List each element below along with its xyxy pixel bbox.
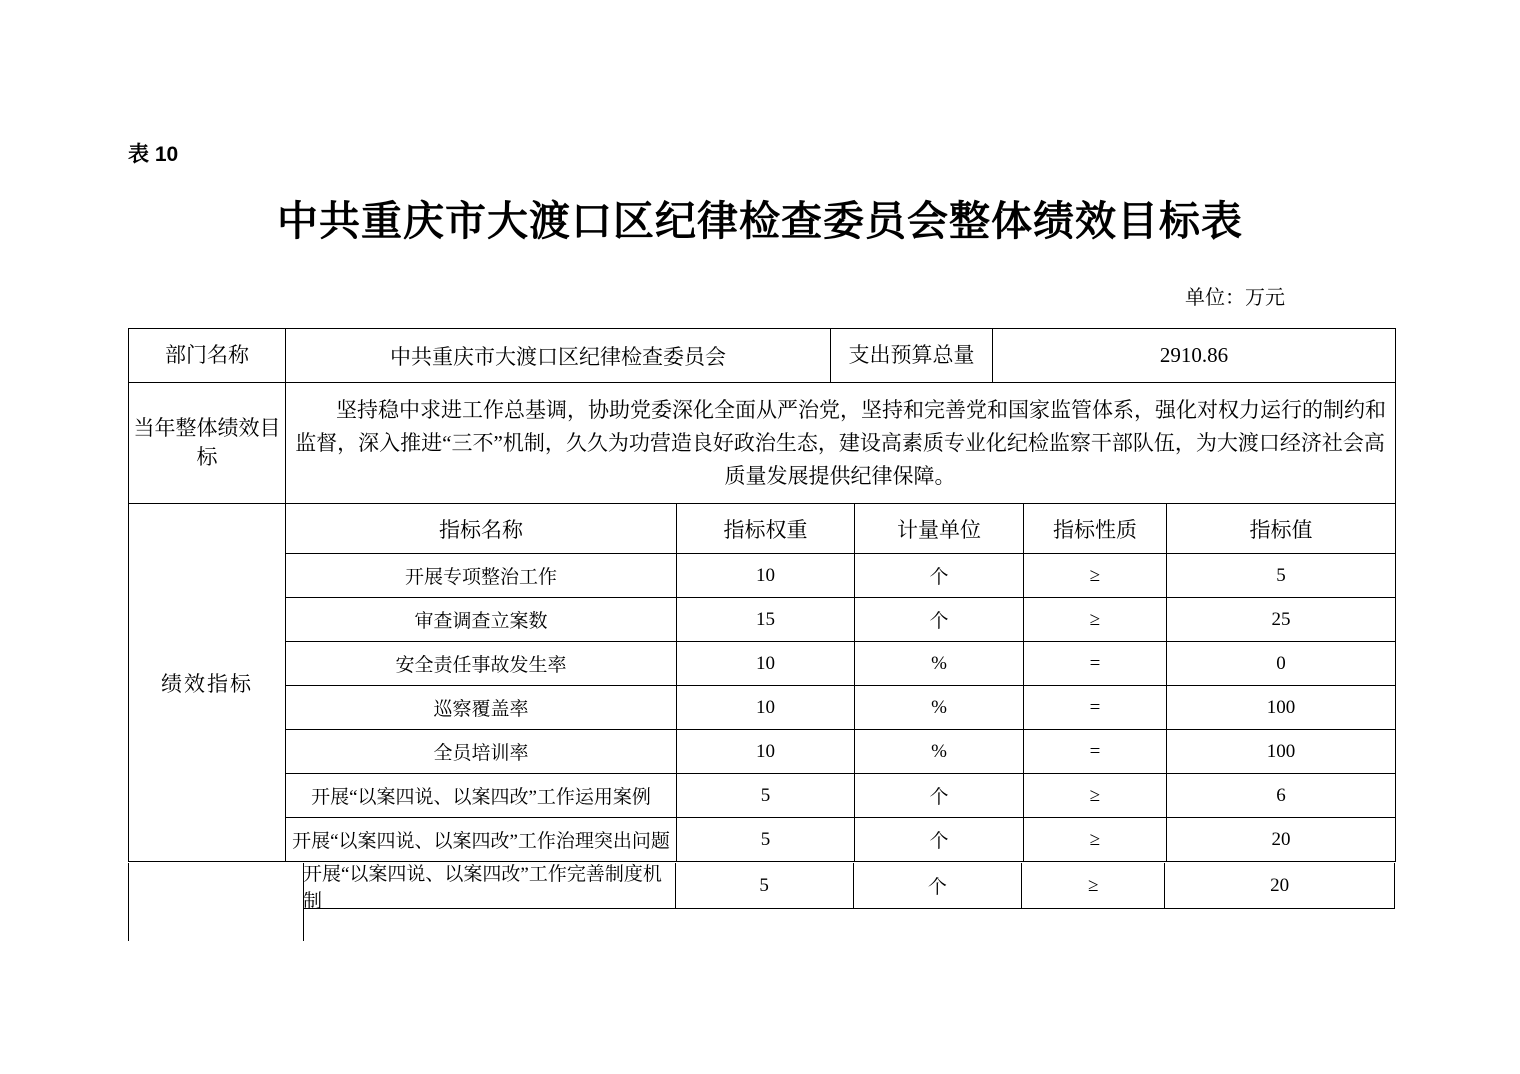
indicator-row-continuation	[303, 863, 1395, 912]
page-break-left-border	[128, 863, 129, 941]
indicator-value-cell: 0	[1167, 642, 1396, 686]
budget-label: 支出预算总量	[831, 329, 993, 383]
dept-name-value: 中共重庆市大渡口区纪律检查委员会	[286, 329, 831, 383]
indicator-nature-cell: ≥	[1024, 554, 1167, 598]
indicator-value-cell: 100	[1167, 730, 1396, 774]
indicator-row	[129, 774, 1396, 818]
indicator-unit-cell: 个	[855, 598, 1024, 642]
header-indicator-name: 指标名称	[286, 504, 677, 554]
indicator-section-label: 绩效指标	[129, 504, 286, 862]
indicator-weight-cell: 10	[677, 642, 855, 686]
indicator-row	[129, 642, 1396, 686]
indicator-value-cell: 6	[1167, 774, 1396, 818]
indicator-nature-cell: =	[1024, 642, 1167, 686]
indicator-unit-cell: %	[855, 642, 1024, 686]
page-title: 中共重庆市大渡口区纪律检查委员会整体绩效目标表	[277, 198, 1243, 244]
indicator-weight-cell: 5	[677, 818, 855, 862]
indicator-name-cell: 安全责任事故发生率	[286, 642, 677, 686]
indicator-value-cell: 100	[1167, 686, 1396, 730]
indicator-nature-cell: =	[1024, 730, 1167, 774]
indicator-nature-cell: ≥	[1024, 598, 1167, 642]
performance-target-table	[128, 328, 1395, 941]
indicator-unit-cell: 个	[854, 863, 1023, 908]
indicator-unit-cell: 个	[855, 774, 1024, 818]
indicator-row	[129, 730, 1396, 774]
indicator-weight-cell: 5	[677, 774, 855, 818]
header-measure-unit: 计量单位	[855, 504, 1024, 554]
budget-value: 2910.86	[993, 329, 1396, 383]
indicator-value-cell: 20	[1270, 874, 1290, 896]
indicator-name-cell: 巡察覆盖率	[286, 686, 677, 730]
indicator-name-cell: 开展“以案四说、以案四改”工作完善制度机制	[303, 863, 676, 908]
indicator-unit-cell: %	[855, 686, 1024, 730]
annual-goal-row	[129, 383, 1396, 504]
header-indicator-weight: 指标权重	[677, 504, 855, 554]
goal-label: 当年整体绩效目标	[129, 383, 286, 504]
indicator-weight-cell: 10	[677, 730, 855, 774]
indicator-unit-cell: 个	[855, 554, 1024, 598]
department-row	[129, 329, 1396, 383]
indicator-weight-cell: 5	[676, 863, 854, 908]
indicator-value-cell: 20	[1167, 818, 1396, 862]
indicator-name-cell: 全员培训率	[286, 730, 677, 774]
indicator-row	[129, 554, 1396, 598]
indicator-name-cell: 审查调查立案数	[286, 598, 677, 642]
goal-text: 坚持稳中求进工作总基调，协助党委深化全面从严治党，坚持和完善党和国家监管体系，强化对权力运行的制约和监督，深入推进“三不”机制，久久为功营造良好政治生态，建设高素质专业化纪检监察干部队伍，为大渡口经济社会高质量发展提供纪律保障。	[286, 383, 1396, 504]
header-indicator-value: 指标值	[1167, 504, 1396, 554]
indicator-nature-cell: ≥	[1024, 818, 1167, 862]
indicator-name-cell: 开展专项整治工作	[286, 554, 677, 598]
indicator-name-cell: 开展“以案四说、以案四改”工作治理突出问题	[286, 818, 677, 862]
dept-name-label: 部门名称	[129, 329, 286, 383]
main-table	[128, 328, 1396, 862]
indicator-weight-cell: 10	[677, 554, 855, 598]
indicator-unit-cell: %	[855, 730, 1024, 774]
indicator-weight-cell: 15	[677, 598, 855, 642]
indicator-nature-cell: ≥	[1022, 863, 1165, 908]
indicator-nature-cell: ≥	[1024, 774, 1167, 818]
indicator-nature-cell: =	[1024, 686, 1167, 730]
indicator-row	[129, 686, 1396, 730]
header-indicator-nature: 指标性质	[1024, 504, 1167, 554]
indicator-name-cell: 开展“以案四说、以案四改”工作运用案例	[286, 774, 677, 818]
indicator-weight-cell: 10	[677, 686, 855, 730]
indicator-unit-cell: 个	[855, 818, 1024, 862]
table-number-label: 表 10	[128, 143, 179, 166]
indicator-row	[129, 598, 1396, 642]
indicator-row	[129, 818, 1396, 862]
indicator-header-row	[129, 504, 1396, 554]
indicator-value-cell: 5	[1167, 554, 1396, 598]
indicator-value-cell: 25	[1167, 598, 1396, 642]
unit-note: 单位：万元	[1185, 287, 1285, 309]
